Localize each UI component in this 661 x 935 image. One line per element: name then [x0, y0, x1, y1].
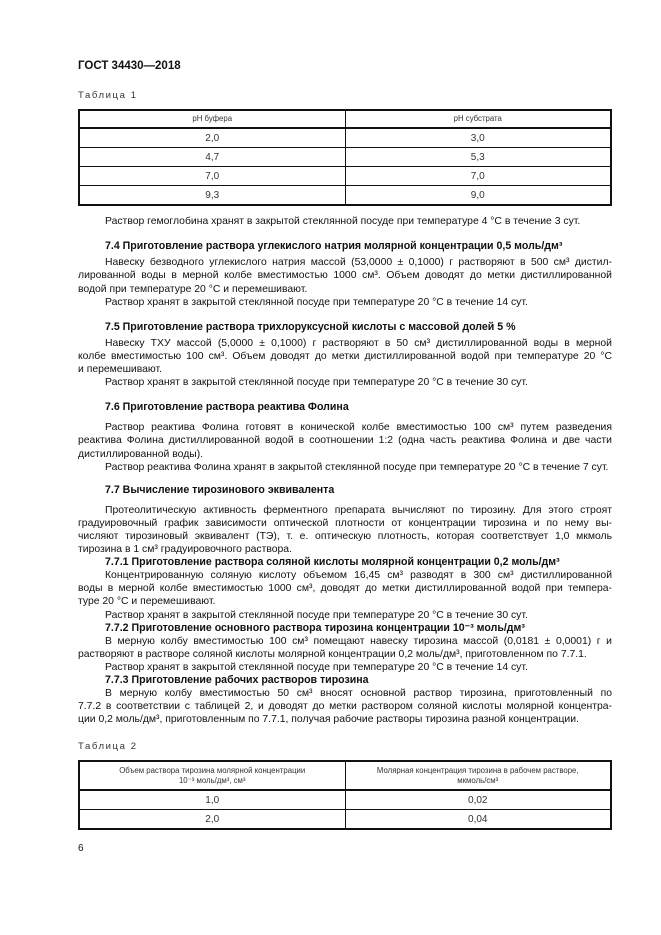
header-line: Молярная концентрация тирозина в рабочем растворе,	[376, 766, 579, 776]
paragraph-line: В мерную колбу вместимостью 50 см³ вносят основной раствор тирозина, приготовленный по	[105, 688, 612, 700]
table-cell: 0,04	[345, 810, 611, 830]
paragraph-line: Навеску безводного углекислого натрия массой (53,0000 ± 0,1000) г растворяют в 500 см³ дистил-	[105, 257, 612, 269]
paragraph-line: лированной воды в мерной колбе вместимостью 1000 см³. Объем доводят до метки дистиллированной	[78, 270, 612, 282]
table-row	[79, 186, 611, 206]
table2-caption: Таблица 2	[78, 741, 138, 753]
table-header-row	[79, 761, 611, 790]
table-row	[79, 128, 611, 148]
storage-note: Раствор реактива Фолина хранят в закрытой стеклянной посуде при температуре 20 °С в течение 7 сут.	[105, 461, 609, 473]
table1-note: Раствор гемоглобина хранят в закрытой стеклянной посуде при температуре 4 °С в течение 3 сут.	[105, 216, 581, 228]
paragraph-line: и перемешивают.	[78, 364, 162, 376]
paragraph-line: числяют тирозиновый эквивалент (ТЭ), т. е. оптическую плотность, которая соответствует 1,0 мкмоль	[78, 530, 612, 542]
table-cell: 5,3	[345, 148, 611, 167]
paragraph-line: 7.7.2 в соответствии с таблицей 2, и доводят до метки раствором соляной кислоты молярной концентра-	[78, 701, 612, 713]
paragraph-line: градуировочный график зависимости оптической плотности от концентрации тирозина и по нему вы-	[78, 517, 612, 529]
section-7-7-1-title: 7.7.1 Приготовление раствора соляной кислоты молярной концентрации 0,2 моль/дм³	[105, 556, 560, 569]
table-cell: 9,3	[79, 186, 345, 206]
table-cell: 1,0	[79, 790, 345, 810]
column-header: pH субстрата	[345, 110, 611, 128]
table-cell: 7,0	[345, 167, 611, 186]
page-number: 6	[78, 843, 84, 855]
paragraph-line: Навеску ТХУ массой (5,0000 ± 0,1000) г растворяют в 50 см³ дистиллированной воды в мерной	[105, 337, 612, 349]
paragraph-line: дистиллированной воды).	[78, 448, 204, 460]
table-cell: 2,0	[79, 128, 345, 148]
header-line: Объем раствора тирозина молярной концентрации	[119, 766, 306, 776]
table-header-row	[79, 110, 611, 128]
header-line: мкмоль/см³	[457, 775, 499, 785]
section-7-5-title: 7.5 Приготовление раствора трихлоруксусной кислоты с массовой долей 5 %	[105, 320, 516, 333]
paragraph-line: воды в мерной колбе вместимостью 1000 см³, доводят до метки дистиллированной водой при темпера-	[78, 583, 612, 595]
table2	[78, 760, 612, 830]
storage-note: Раствор хранят в закрытой стеклянной посуде при температуре 20 °С в течение 14 сут.	[105, 296, 528, 308]
paragraph-line: тирозина в 1 см³ градуировочного раствора.	[78, 544, 292, 556]
table-cell: 2,0	[79, 810, 345, 830]
paragraph-line: туре 20 °С и перемешивают.	[78, 596, 216, 608]
paragraph-line: колбе вместимостью 100 см³. Объем доводят до метки дистиллированной водой при температуре 20 °С	[78, 350, 612, 362]
table-cell: 9,0	[345, 186, 611, 206]
header-line: 10⁻³ моль/дм³, см³	[178, 775, 246, 785]
table-row	[79, 167, 611, 186]
table1-caption: Таблица 1	[78, 90, 138, 102]
column-header	[345, 761, 611, 790]
storage-note: Раствор хранят в закрытой стеклянной посуде при температуре 20 °С в течение 30 сут.	[105, 609, 528, 621]
paragraph-line: реактива Фолина дистиллированной водой в соотношении 1:2 (одна часть реактива Фолина и две части	[78, 435, 612, 447]
document-code: ГОСТ 34430—2018	[78, 60, 181, 72]
section-7-6-title: 7.6 Приготовление раствора реактива Фолина	[105, 401, 349, 414]
paragraph-line: Концентрированную соляную кислоту объемом 16,45 см³ разводят в 300 см³ дистиллированной	[105, 570, 612, 582]
paragraph-line: Раствор реактива Фолина готовят в конической колбе вместимостью 100 см³ путем разведения	[105, 422, 612, 434]
paragraph-line: ции 0,2 моль/дм³, приготовленным по 7.7.1, получая рабочие растворы тирозина разной концентрации.	[78, 714, 579, 726]
table-cell: 4,7	[79, 148, 345, 167]
section-7-7-title: 7.7 Вычисление тирозинового эквивалента	[105, 483, 335, 496]
document-page	[78, 60, 612, 856]
storage-note: Раствор хранят в закрытой стеклянной посуде при температуре 20 °С в течение 30 сут.	[105, 377, 528, 389]
column-header	[79, 761, 345, 790]
storage-note: Раствор хранят в закрытой стеклянной посуде при температуре 20 °С в течение 14 сут.	[105, 661, 528, 673]
table-cell: 7,0	[79, 167, 345, 186]
table-row	[79, 148, 611, 167]
section-7-7-3-title: 7.7.3 Приготовление рабочих растворов тирозина	[105, 674, 369, 686]
column-header: pH буфера	[79, 110, 345, 128]
paragraph-line: водой при температуре 20 °С и перемешивают.	[78, 283, 308, 295]
paragraph-line: растворяют в растворе соляной кислоты молярной концентрации 0,2 моль/дм³, приготовленном по 7.7.1.	[78, 648, 587, 660]
table-row	[79, 810, 611, 830]
table-row	[79, 790, 611, 810]
paragraph-line: В мерную колбу вместимостью 100 см³ помещают навеску тирозина массой (0,0181 ± 0,0001) г и	[105, 635, 612, 647]
paragraph-line: Протеолитическую активность ферментного препарата вычисляют по тирозину. Для этого строят	[105, 504, 612, 516]
section-7-7-2-title: 7.7.2 Приготовление основного раствора тирозина концентрации 10⁻³ моль/дм³	[105, 621, 525, 634]
table-cell: 0,02	[345, 790, 611, 810]
table1	[78, 109, 612, 206]
table-cell: 3,0	[345, 128, 611, 148]
section-7-4-title: 7.4 Приготовление раствора углекислого натрия молярной концентрации 0,5 моль/дм³	[105, 240, 563, 253]
